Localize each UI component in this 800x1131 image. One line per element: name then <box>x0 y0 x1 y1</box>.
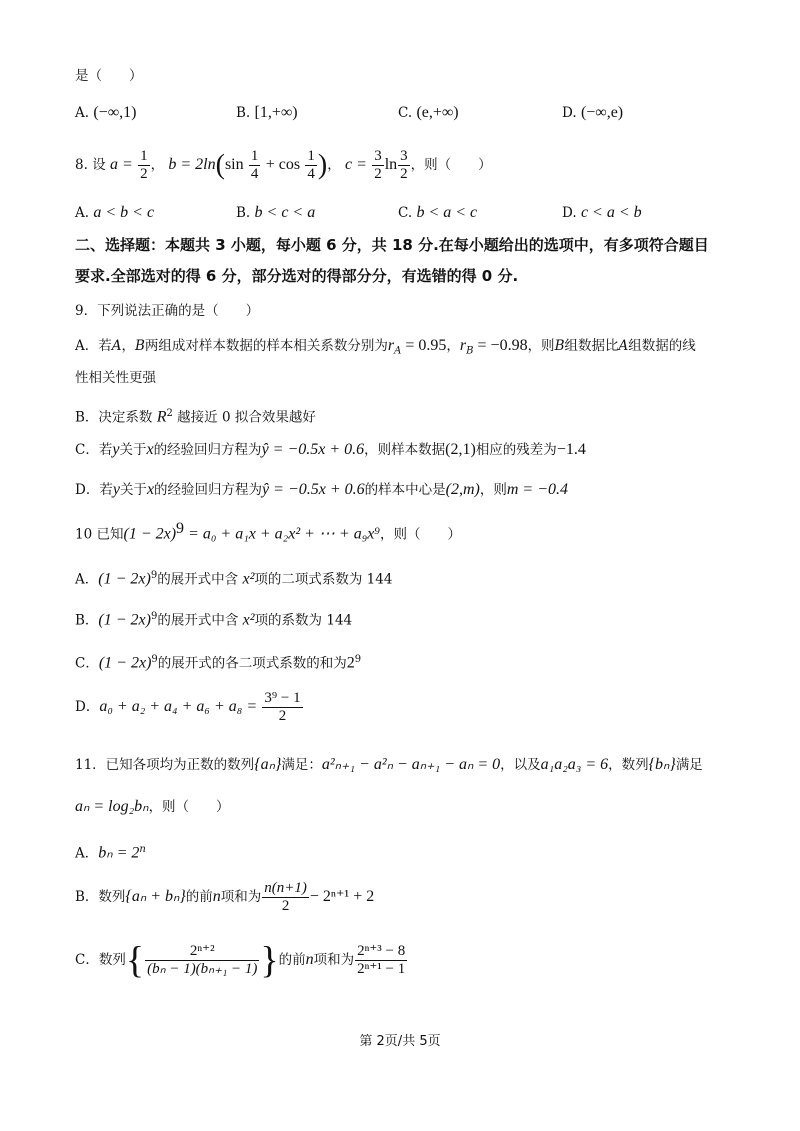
b-var: b = 2ln <box>168 156 216 173</box>
q8-option-b: B. b < c < a <box>236 204 316 221</box>
q9-option-a-cont: 性相关性更强 <box>75 370 156 386</box>
q10-option-a: A．$(1 - 2x)^9$的展开式中含 x²项的二项式系数为 144 <box>75 570 393 588</box>
frac-c2: $\frac{3}{2}$ <box>400 148 408 182</box>
section-heading-line1: 二、选择题：本题共 3 小题，每小题 6 分，共 18 分.在每小题给出的选项中，有多项符合题目 <box>75 236 709 254</box>
q8-intro: 设 <box>92 157 106 173</box>
frac-b: $\frac{n(n+1)}{2}$ <box>264 880 307 914</box>
q9-stem: 9．下列说法正确的是（ ） <box>75 303 260 319</box>
option-label: C. <box>398 105 413 121</box>
q9-option-a: A．若A，B两组成对样本数据的样本相关系数分别为$r_A = 0.95$，$r_B = -0.98$，则B组数据比A组数据的线 <box>75 337 696 357</box>
frac-a: $\frac{1}{2}$ <box>140 148 148 182</box>
q9-option-d: D．若y关于x的经验回归方程为ŷ = −0.5x + 0.6的样本中心是(2,m)，则m = −0.4 <box>75 481 569 498</box>
option-expr: (e,+∞) <box>416 104 459 121</box>
option-label: D. <box>562 105 577 121</box>
frac-d: $\frac{\text{3⁹ − 1}}{2}$ <box>264 690 301 724</box>
q9-option-c: C．若y关于x的经验回归方程为ŷ = −0.5x + 0.6，则样本数据(2,1)相应的残差为−1.4 <box>75 441 586 458</box>
option-expr: (−∞,1) <box>93 104 137 121</box>
q7-option-c <box>398 104 459 122</box>
frac-c-sum: $\frac{\text{2ⁿ⁺³ − 8}}{\text{2ⁿ⁺¹ − 1}}$ <box>357 943 406 977</box>
q10-option-c: C．$(1 - 2x)^9$的展开式的各二项式系数的和为$2^9$ <box>75 654 362 672</box>
frac-cos: $\frac{1}{4}$ <box>307 148 315 182</box>
section-heading-line2: 要求.全部选对的得 6 分，部分选对的得部分分，有选错的得 0 分. <box>75 267 519 285</box>
option-expr: [1,+∞) <box>254 104 298 121</box>
option-label: A. <box>75 105 90 121</box>
option-expr: (−∞,e) <box>580 104 624 121</box>
option-label: B. <box>236 105 251 121</box>
frac-c: $\frac{3}{2}$ <box>374 148 382 182</box>
q8-stem: 8. 设 a = $\frac{1}{2}$ ， b = 2ln(sin $\frac{1}{4}$ + cos $\frac{1}{4}$ )， c = $\frac{3}{2}$ ln $\frac{3}{2}$ ，则（ ） <box>75 148 492 182</box>
page-footer: 第 2页/共 5页 <box>359 1034 441 1049</box>
q7-tail: 是（ ） <box>75 68 143 84</box>
q7-option-b <box>236 104 298 122</box>
q7-option-d <box>562 104 623 122</box>
q8-option-d: D. c < a < b <box>562 204 642 221</box>
q7-option-a <box>75 104 136 122</box>
q11-option-b: B．数列{aₙ + bₙ}的前n项和为 $\frac{n(n+1)}{2}$ − 2ⁿ⁺¹ + 2 <box>75 880 375 914</box>
q11-option-a: A．$b_n = 2^n$ <box>75 844 146 862</box>
q9-option-b: B．决定系数 $R^2$ 越接近 0 拟合效果越好 <box>75 408 316 426</box>
q11-option-c: C．数列{ $\frac{\text{2ⁿ⁺²}}{\text{(bₙ − 1)(bₙ₊₁ − 1)}}$ }的前n项和为 $\frac{\text{2ⁿ⁺³ − 8}}{\text{2ⁿ⁺¹ − 1}}$ <box>75 939 406 982</box>
question-number: 8. <box>75 157 88 173</box>
q10-option-d: D．a₀ + a₂ + a₄ + a₆ + a₈ = $\frac{\text{3⁹ − 1}}{2}$ <box>75 690 301 724</box>
frac-sin: $\frac{1}{4}$ <box>250 148 259 182</box>
q8-option-a: A. a < b < c <box>75 204 155 221</box>
q11-stem: 11．已知各项均为正数的数列{aₙ}满足：a²ₙ₊₁ − a²ₙ − aₙ₊₁ − aₙ = 0，以及a₁a₂a₃ = 6，数列{bₙ}满足 <box>75 756 703 773</box>
q10-stem: 10 已知$(1 - 2x)^9 = a_0 + a_1x + a_2x^2$ + ⋯ + a₉x⁹，则（ ） <box>75 520 461 543</box>
a-var: a = <box>109 156 133 173</box>
c-var: c = <box>345 156 367 173</box>
frac-c-inner: $\frac{\text{2ⁿ⁺²}}{\text{(bₙ − 1)(bₙ₊₁ − 1)}}$ <box>147 943 258 977</box>
q10-option-b: B．$(1 - 2x)^9$的展开式中含 x²项的系数为 144 <box>75 611 353 629</box>
q11-stem-cont: aₙ = log₂bₙ，则（ ） <box>75 798 230 815</box>
q8-option-c: C. b < a < c <box>398 204 478 221</box>
